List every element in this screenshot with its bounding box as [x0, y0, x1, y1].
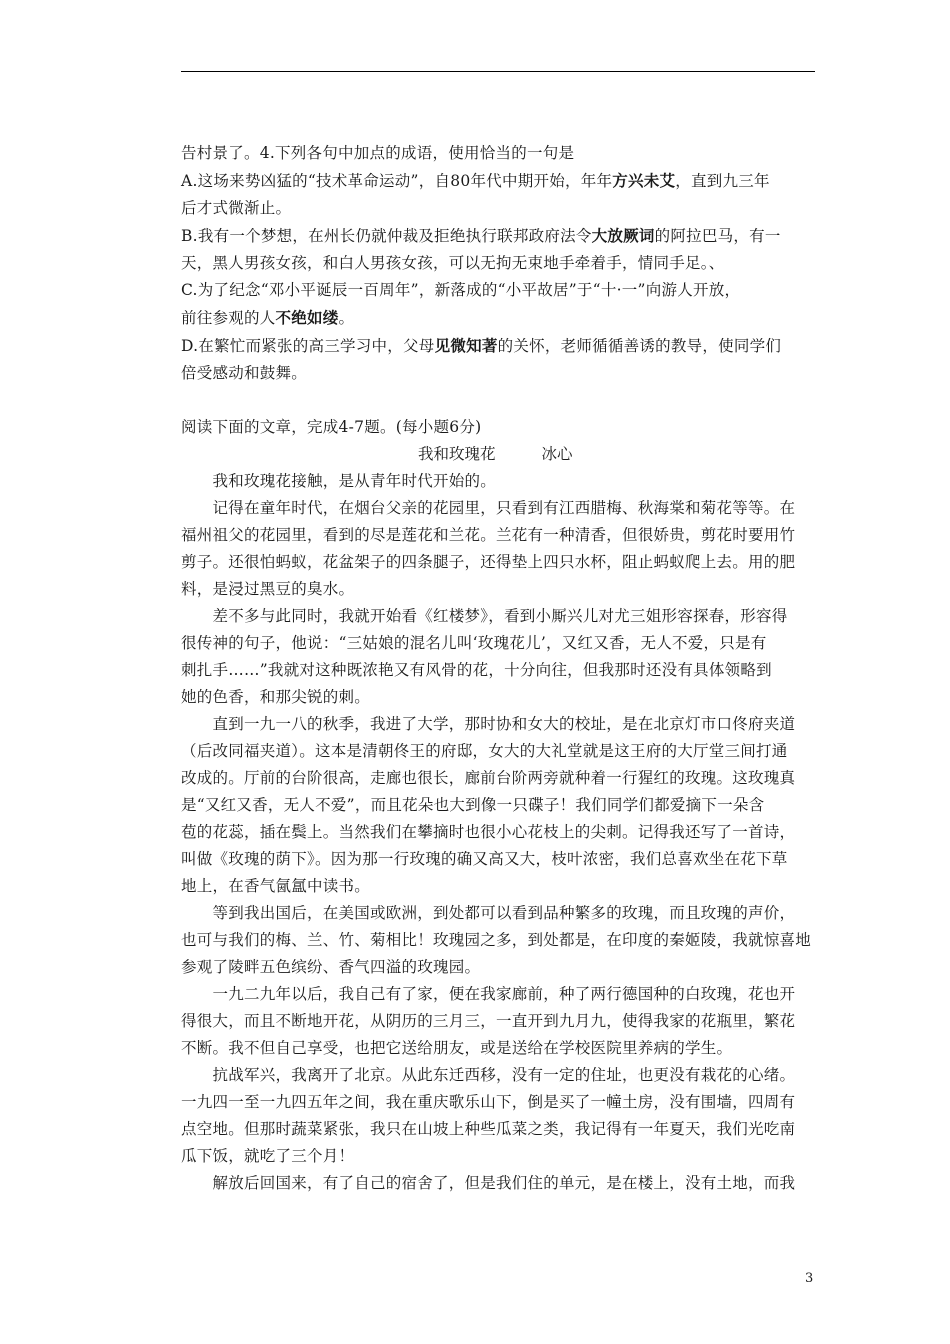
- article-line: 直到一九一八的秋季，我进了大学，那时协和女大的校址，是在北京灯市口佟府夹道: [181, 715, 796, 733]
- header-rule: [181, 71, 815, 72]
- article-line: 解放后回国来，有了自己的宿舍了，但是我们住的单元，是在楼上，没有土地，而我: [181, 1174, 796, 1192]
- option-d-continued: 倍受感动和鼓舞。: [181, 364, 308, 382]
- article-author: 冰心: [541, 445, 573, 463]
- option-d-text-end: 的关怀，老师循循善诱的教导，使同学们: [497, 337, 782, 355]
- article-line: 叫做《玫瑰的荫下》。因为那一行玫瑰的确又高又大，枝叶浓密，我们总喜欢坐在花下草: [181, 850, 788, 868]
- article-line: 也可与我们的梅、兰、竹、菊相比！玫瑰园之多，到处都是，在印度的秦姬陵，我就惊喜地: [181, 931, 812, 949]
- option-a-text: A.这场来势凶猛的“技术革命运动”，自80年代中期开始，年年: [181, 172, 613, 190]
- option-a: [181, 167, 821, 195]
- article-heading: [181, 441, 821, 468]
- page-number: 3: [805, 1271, 814, 1286]
- article-line: 一九四一至一九四五年之间，我在重庆歌乐山下，倒是买了一幢土房，没有围墙，四周有: [181, 1093, 796, 1111]
- article-line: 参观了陵畔五色缤纷、香气四溢的玫瑰园。: [181, 958, 481, 976]
- option-d-idiom: 见微知著: [434, 336, 498, 355]
- option-c-text: 前往参观的人: [181, 309, 276, 327]
- option-b-text: B.我有一个梦想，在州长仍就仲裁及拒绝执行联邦政府法令: [181, 227, 592, 245]
- option-c: C.为了纪念“邓小平诞辰一百周年”，新落成的“小平故居”于“十·一”向游人开放，: [181, 281, 741, 299]
- option-b-idiom: 大放厥词: [591, 226, 655, 245]
- article-line: 她的色香，和那尖锐的刺。: [181, 688, 371, 706]
- article-line: 料，是浸过黑豆的臭水。: [181, 580, 355, 598]
- article-line: 刺扎手……”我就对这种既浓艳又有风骨的花，十分向往，但我那时还没有具体领略到: [181, 661, 772, 679]
- article-line: 点空地。但那时蔬菜紧张，我只在山坡上种些瓜菜之类，我记得有一年夏天，我们光吃南: [181, 1120, 796, 1138]
- article-line: 是“又红又香，无人不爱”，而且花朵也大到像一只碟子！我们同学们都爱摘下一朵含: [181, 796, 765, 814]
- article-line: 苞的花蕊，插在鬓上。当然我们在攀摘时也很小心花枝上的尖刺。记得我还写了一首诗，: [181, 823, 796, 841]
- option-d-text: D.在繁忙而紧张的高三学习中，父母: [181, 337, 435, 355]
- article-line: 我和玫瑰花接触，是从青年时代开始的。: [181, 472, 497, 490]
- article-line: 改成的。厅前的台阶很高，走廊也很长，廊前台阶两旁就种着一行猩红的玫瑰。这玫瑰真: [181, 769, 796, 787]
- section-gap: [181, 387, 821, 414]
- article-line: 很传神的句子，他说：“三姑娘的混名儿叫‘玫瑰花儿’，又红又香，无人不爱，只是有: [181, 634, 767, 652]
- option-c-idiom: 不绝如缕: [275, 308, 339, 327]
- option-a-idiom: 方兴未艾: [612, 171, 676, 190]
- article-body: [181, 468, 821, 1197]
- article-line: 福州祖父的花园里，看到的尽是莲花和兰花。兰花有一种清香，但很娇贵，剪花时要用竹: [181, 526, 796, 544]
- option-b: [181, 222, 821, 250]
- article-line: （后改同福夹道）。这本是清朝佟王的府邸，女大的大礼堂就是这王府的大厅堂三间打通: [181, 742, 788, 760]
- article-line: 一九二九年以后，我自己有了家，便在我家廊前，种了两行德国种的白玫瑰，花也开: [181, 985, 796, 1003]
- option-c-continued: [181, 304, 821, 332]
- article-line: 等到我出国后，在美国或欧洲，到处都可以看到品种繁多的玫瑰，而且玫瑰的声价，: [181, 904, 796, 922]
- question-4-stem: 告村景了。4.下列各句中加点的成语，使用恰当的一句是: [181, 144, 575, 162]
- option-a-text-end: ，直到九三年: [675, 172, 770, 190]
- article-line: 剪子。还很怕蚂蚁，花盆架子的四条腿子，还得垫上四只水杯，阻止蚂蚁爬上去。用的肥: [181, 553, 796, 571]
- article-title: 我和玫瑰花: [418, 445, 496, 463]
- option-a-continued: 后才式微渐止。: [181, 199, 292, 217]
- option-b-text-end: 的阿拉巴马，有一: [654, 227, 781, 245]
- option-b-continued: 天，黑人男孩女孩，和白人男孩女孩，可以无拘无束地手牵着手，情同手足。、: [181, 254, 725, 272]
- article-line: 瓜下饭，就吃了三个月！: [181, 1147, 355, 1165]
- option-c-text-end: 。: [338, 309, 355, 327]
- page-content: [181, 140, 821, 1197]
- article-line: 记得在童年时代，在烟台父亲的花园里，只看到有江西腊梅、秋海棠和菊花等等。在: [181, 499, 796, 517]
- article-line: 差不多与此同时，我就开始看《红楼梦》，看到小厮兴儿对尤三姐形容探春，形容得: [181, 607, 788, 625]
- reading-instruction: 阅读下面的文章，完成4-7题。(每小题6分): [181, 418, 482, 436]
- article-line: 得很大，而且不断地开花，从阴历的三月三，一直开到九月九，使得我家的花瓶里，繁花: [181, 1012, 796, 1030]
- option-d: [181, 332, 821, 360]
- article-line: 不断。我不但自己享受，也把它送给朋友，或是送给在学校医院里养病的学生。: [181, 1039, 733, 1057]
- article-line: 抗战军兴，我离开了北京。从此东迁西移，没有一定的住址，也更没有栽花的心绪。: [181, 1066, 796, 1084]
- article-line: 地上，在香气氤氲中读书。: [181, 877, 371, 895]
